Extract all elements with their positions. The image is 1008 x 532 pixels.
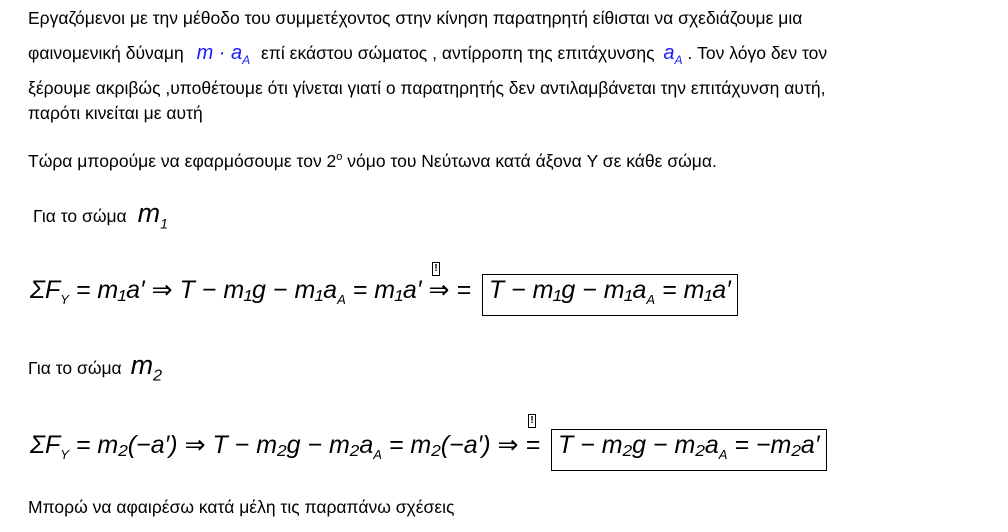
operation-marker-icon: ! <box>528 414 536 428</box>
body2-equation: $\Sigma F_Y = m_2(-a')$ ⇒ $T - m_2g - m_2a_A = m_2(-a')$ ⇒ = $T - m_2g - m_2a_A = -m_2a'$ <box>30 428 827 472</box>
paragraph-line-3: ξέρουμε ακριβώς ,υποθέτουμε ότι γίνεται γιατί ο παρατηρητής δεν αντιλαμβάνεται την επιτάχυνση αυτή, <box>28 78 826 98</box>
paragraph-line-1: Εργαζόμενοι με την μέθοδο του συμμετέχοντος στην κίνηση παρατηρητή είθισται να σχεδιάζουμε μια <box>28 8 803 28</box>
paragraph-line-4: παρότι κινείται με αυτή <box>28 103 203 123</box>
body2-boxed-result: $T - m_2g - m_2a_A = -m_2a'$ <box>551 429 827 471</box>
body1-symbol: $m_1$ <box>137 198 168 232</box>
closing-statement: Μπορώ να αφαιρέσω κατά μέλη τις παραπάνω σχέσεις <box>28 497 455 517</box>
body2-heading: Για το σώμα $m_2$ <box>28 350 162 385</box>
body1-equation: $\Sigma F_Y = m_1a'$ ⇒ $T - m_1g - m_1a_A = m_1a'$ ⇒ = $T - m_1g - m_1a_A = m_1a'$ <box>30 273 738 317</box>
newton-statement: Τώρα μπορούμε να εφαρμόσουμε τον $2^o$ νόμο του Νεύτωνα κατά άξονα Y σε κάθε σώμα. <box>28 150 717 171</box>
body2-symbol: $m_2$ <box>130 350 162 385</box>
body1-boxed-result: $T - m_1g - m_1a_A = m_1a'$ <box>482 274 738 316</box>
paragraph-line-2: φαινομενική δύναμη $m \cdot a_A$ επί εκάστου σώματος , αντίρροπη της επιτάχυνσης $a_A$ . Τον λόγο δεν τον <box>28 42 828 67</box>
fictitious-force-symbol: $m \cdot a_A$ <box>196 42 251 67</box>
body1-heading: Για το σώμα $m_1$ <box>33 198 168 232</box>
operation-marker-icon: ! <box>432 262 440 276</box>
acceleration-symbol: $a_A$ <box>663 42 683 67</box>
